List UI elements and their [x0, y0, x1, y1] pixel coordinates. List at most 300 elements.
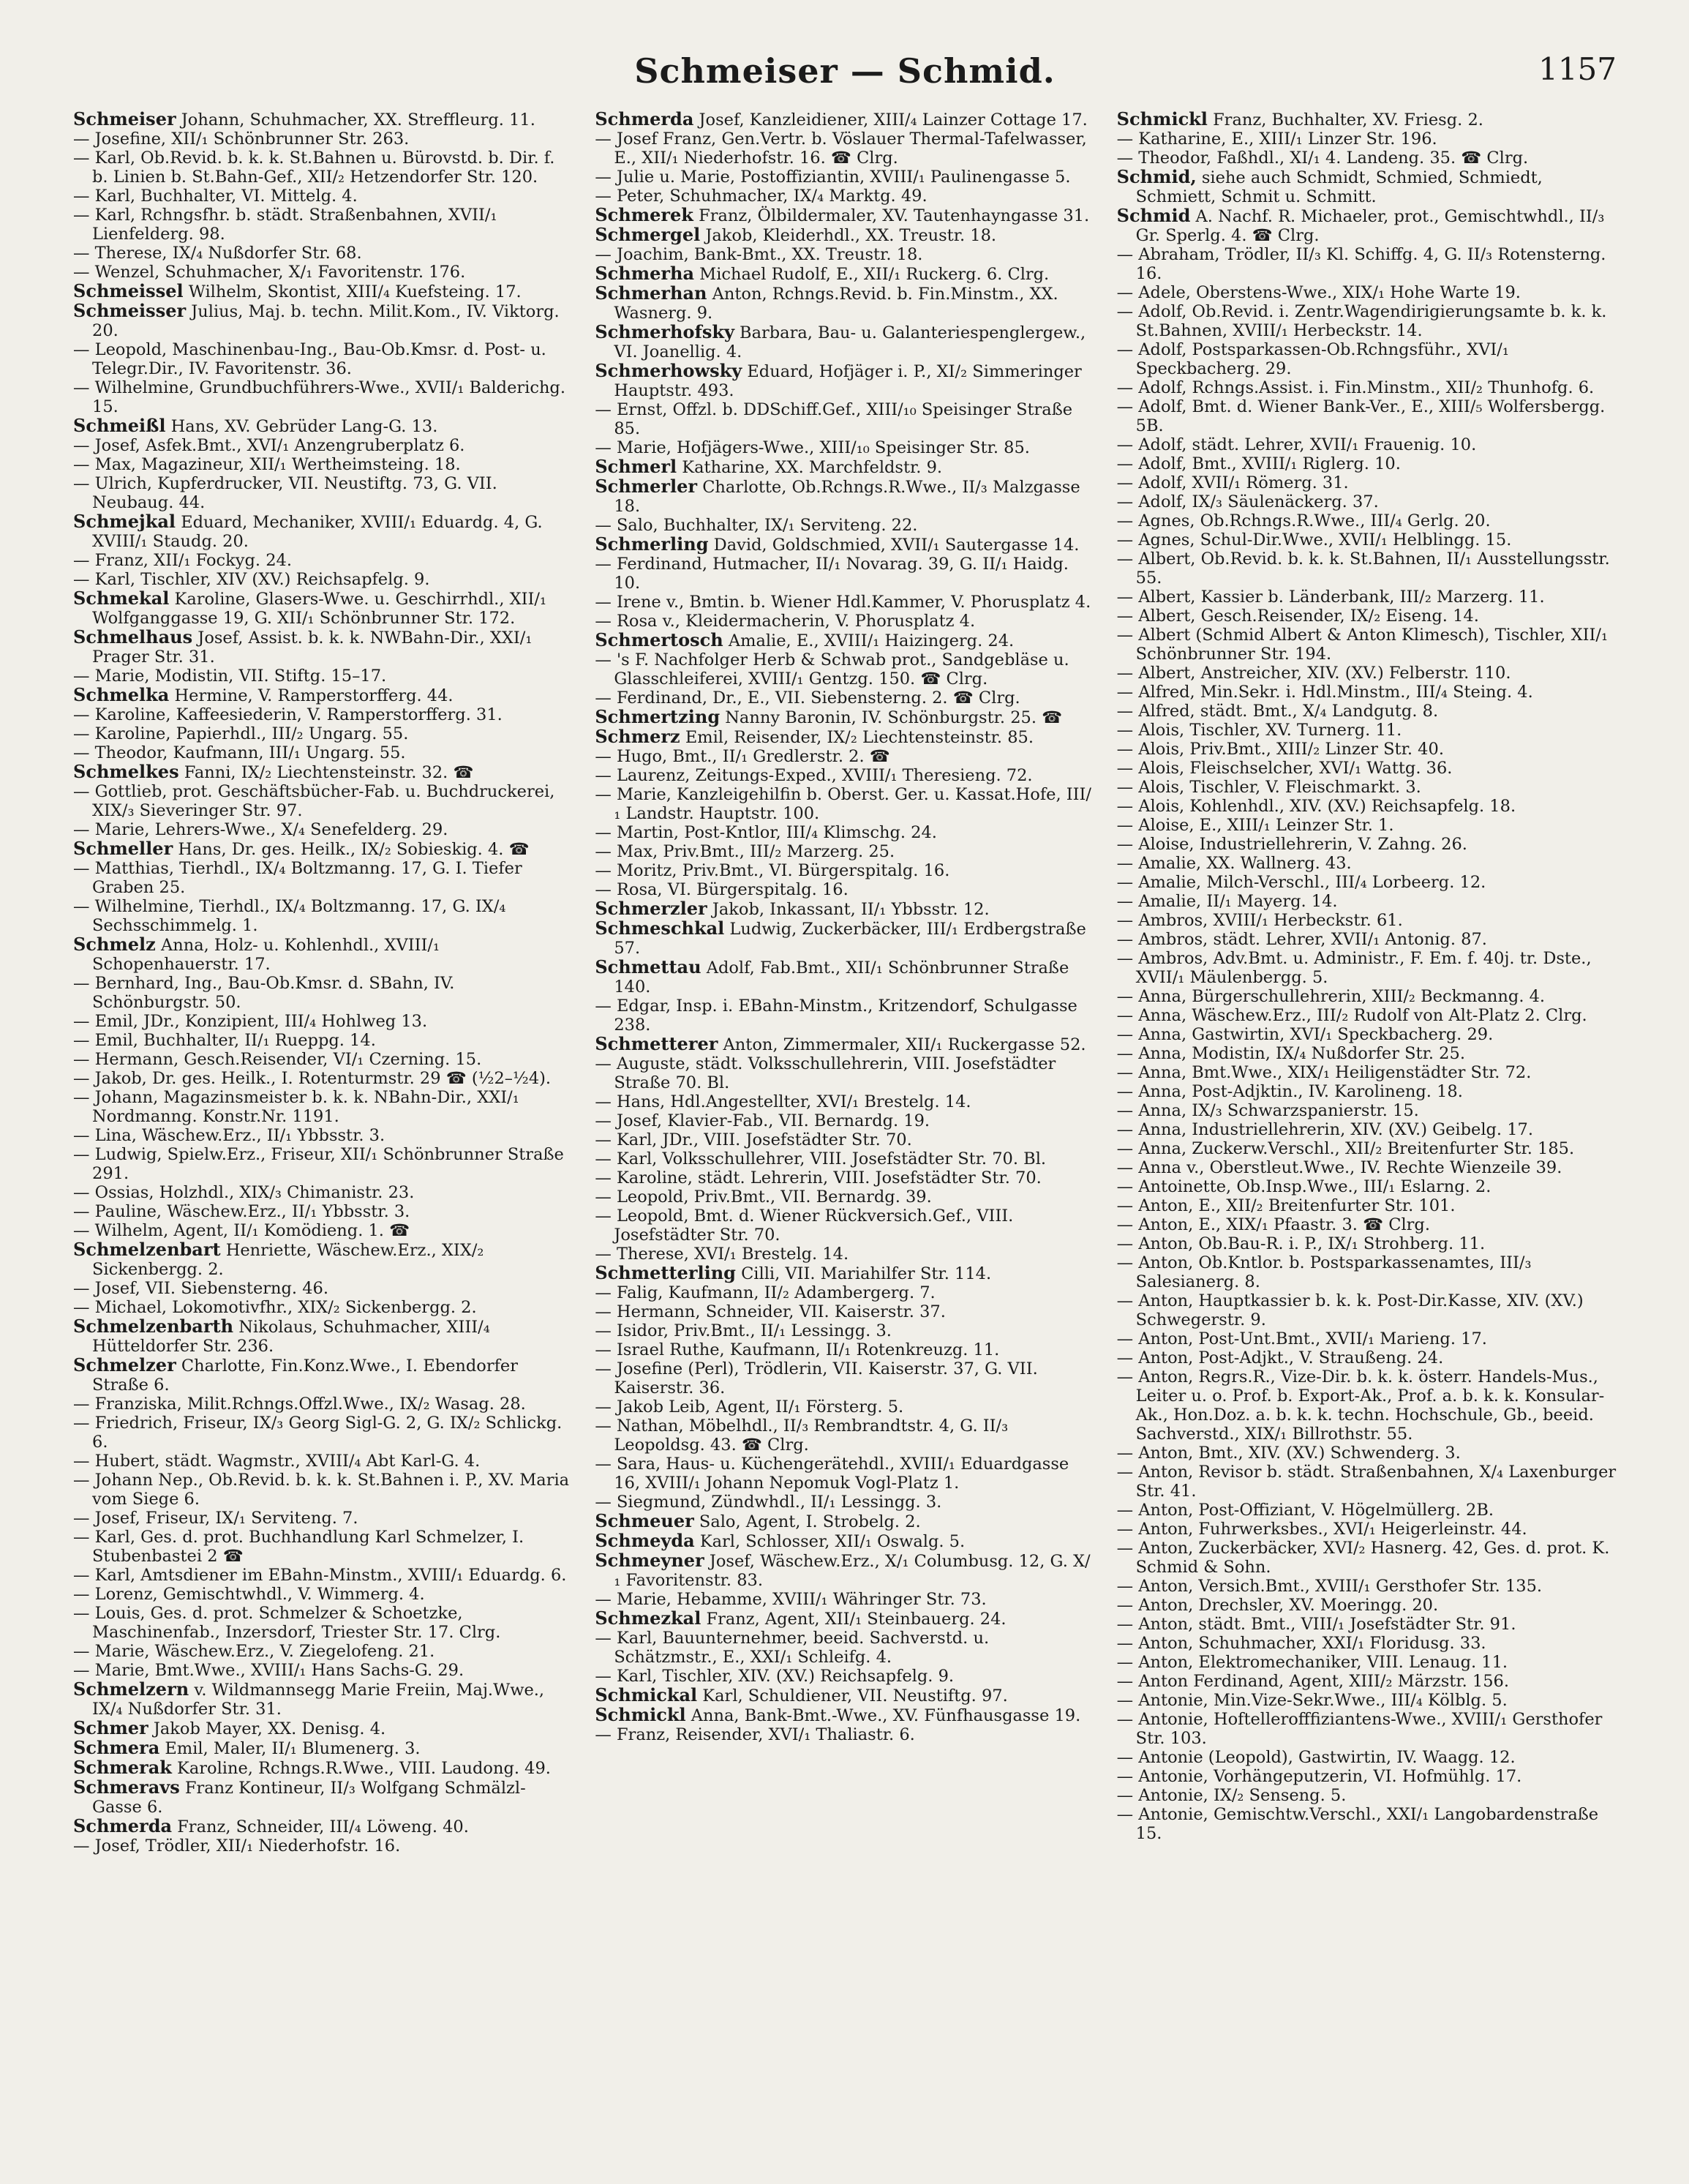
surname-heading: Schmid — [1116, 205, 1191, 226]
surname-heading: Schmerz — [595, 726, 680, 747]
surname-heading: Schmerhowsky — [595, 360, 742, 381]
entry-text: Franz, Ölbildermaler, XV. Tautenhayngasse 31. — [693, 206, 1090, 225]
entry-text: — Anton, Revisor b. städt. Straßenbahnen, X/₄ Laxenburger Str. 41. — [1116, 1463, 1617, 1501]
directory-entry — [595, 1551, 1094, 1590]
directory-entry — [595, 361, 1094, 400]
directory-entry — [595, 1531, 1094, 1551]
entry-text: — Adolf, Rchngs.Assist. i. Fin.Minstm., XII/₂ Thunhofg. 6. — [1116, 378, 1595, 397]
surname-heading: Schmettau — [595, 956, 701, 977]
directory-entry — [1117, 816, 1617, 835]
directory-entry — [1117, 664, 1617, 683]
directory-entry — [73, 1012, 573, 1031]
directory-entry — [1117, 778, 1617, 797]
entry-text: Josef, Assist. b. k. k. NWBahn-Dir., XXI/₁ Prager Str. 31. — [92, 628, 533, 667]
entry-text: — Siegmund, Zündwhdl., II/₁ Lessingg. 3. — [595, 1493, 942, 1512]
directory-entry — [595, 1207, 1094, 1245]
entry-text: — Adolf, IX/₃ Säulenäckerg. 37. — [1116, 492, 1379, 511]
directory-entry — [1117, 1367, 1617, 1444]
directory-entry — [1117, 1177, 1617, 1196]
directory-entry — [595, 400, 1094, 438]
entry-text: Anna, Holz- u. Kohlenhdl., XVIII/₁ Schopenhauerstr. 17. — [92, 936, 440, 974]
entry-text: — Josefine, XII/₁ Schönbrunner Str. 263. — [73, 130, 410, 149]
entry-text: Ludwig, Zuckerbäcker, III/₁ Erdbergstraße 57. — [614, 920, 1086, 958]
directory-entry — [1117, 1748, 1617, 1767]
entry-text: Barbara, Bau- u. Galanteriespenglergew., VI. Joanellig. 4. — [614, 323, 1086, 361]
entry-text: — Antonie, Gemischtw.Verschl., XXI/₁ Langobardenstraße 15. — [1116, 1805, 1599, 1843]
directory-entry — [1117, 397, 1617, 435]
entry-text: — Karl, Buchhalter, VI. Mittelg. 4. — [73, 187, 358, 206]
directory-entry — [73, 743, 573, 762]
directory-entry — [73, 282, 573, 301]
entry-text: v. Wildmannsegg Marie Freiin, Maj.Wwe., IX/₄ Nußdorfer Str. 31. — [92, 1681, 545, 1719]
directory-entry — [595, 1302, 1094, 1321]
entry-text: — Bernhard, Ing., Bau-Ob.Kmsr. d. SBahn, IV. Schönburgstr. 50. — [73, 974, 455, 1012]
entry-text: Franz, Schneider, III/₄ Löweng. 40. — [172, 1817, 469, 1836]
entry-text: Franz Kontineur, II/₃ Wolfgang Schmälzl-Gasse 6. — [92, 1779, 526, 1817]
surname-heading: Schmetterer — [595, 1033, 718, 1054]
entry-text: — Josefine (Perl), Trödlerin, VII. Kaiserstr. 37, G. VII. Kaiserstr. 36. — [595, 1359, 1038, 1397]
directory-entry — [73, 1642, 573, 1661]
surname-heading: Schmeiser — [73, 110, 176, 130]
directory-entry — [595, 785, 1094, 823]
entry-text: — Karl, Ob.Revid. b. k. k. St.Bahnen u. Bürovstd. b. Dir. f. b. Linien b. St.Bahn-Gef., XII/₂ Hetzendorfer Str. 120. — [73, 149, 555, 187]
entry-text: — Johann Nep., Ob.Revid. b. k. k. St.Bahnen i. P., XV. Maria vom Siege 6. — [73, 1471, 570, 1509]
entry-text: — Adolf, Postsparkassen-Ob.Rchngsführ., XVI/₁ Speckbacherg. 29. — [1116, 340, 1509, 378]
entry-text: — Jakob Leib, Agent, II/₁ Försterg. 5. — [595, 1397, 904, 1416]
surname-heading: Schmeyda — [595, 1530, 695, 1551]
entry-text: Jakob Mayer, XX. Denisg. 4. — [148, 1719, 386, 1738]
directory-entry — [1117, 1120, 1617, 1139]
directory-entry — [73, 897, 573, 935]
entry-text: Nikolaus, Schuhmacher, XIII/₄ Hütteldorfer Str. 236. — [92, 1318, 490, 1356]
directory-entry — [595, 1629, 1094, 1667]
directory-entry — [73, 378, 573, 416]
entry-text: — Anna, Bürgerschullehrerin, XIII/₂ Beckmanng. 4. — [1116, 987, 1546, 1006]
directory-entry — [73, 187, 573, 206]
entry-text: — Abraham, Trödler, II/₃ Kl. Schiffg. 4, G. II/₃ Rotensterng. 16. — [1116, 245, 1606, 283]
directory-entry — [1117, 987, 1617, 1006]
directory-entry — [595, 842, 1094, 861]
entry-text: — Josef, Trödler, XII/₁ Niederhofstr. 16. — [73, 1836, 401, 1855]
directory-entry — [595, 1512, 1094, 1531]
entry-text: — Marie, Hofjägers-Wwe., XIII/₁₀ Speisinger Str. 85. — [595, 438, 1030, 457]
entry-text: Karoline, Glasers-Wwe. u. Geschirrhdl., XII/₁ Wolfganggasse 19, G. XII/₁ Schönbrunner Str. 172. — [92, 590, 547, 628]
entry-text: — Anna, Post-Adjktin., IV. Karolineng. 18. — [1116, 1082, 1463, 1101]
surname-heading: Schmelz — [73, 934, 156, 955]
directory-entry — [1117, 1348, 1617, 1367]
directory-entry — [73, 1471, 573, 1509]
entry-text: — Max, Magazineur, XII/₁ Wertheimsteing. 18. — [73, 455, 461, 474]
entry-text: — Josef, Friseur, IX/₁ Serviteng. 7. — [73, 1509, 358, 1528]
directory-entry — [595, 1359, 1094, 1397]
entry-text: Hans, Dr. ges. Heilk., IX/₂ Sobieskig. 4. ☎ — [173, 840, 530, 859]
entry-text: — Ernst, Offzl. b. DDSchiff.Gef., XIII/₁₀ Speisinger Straße 85. — [595, 400, 1073, 438]
entry-text: Michael Rudolf, E., XII/₁ Ruckerg. 6. Clrg. — [694, 265, 1050, 284]
entry-text: — Karoline, städt. Lehrerin, VIII. Josefstädter Str. 70. — [595, 1168, 1042, 1187]
entry-text: — Albert, Ob.Revid. b. k. k. St.Bahnen, II/₁ Ausstellungsstr. 55. — [1116, 549, 1610, 588]
entry-text: — Irene v., Bmtin. b. Wiener Hdl.Kammer, V. Phorusplatz 4. — [595, 593, 1091, 612]
directory-entry — [1117, 511, 1617, 530]
entry-text: — Marie, Bmt.Wwe., XVIII/₁ Hans Sachs-G. 29. — [73, 1661, 464, 1680]
surname-heading: Schmelzer — [73, 1354, 176, 1376]
directory-entry — [595, 880, 1094, 899]
directory-entry — [1117, 549, 1617, 588]
directory-entry — [1117, 1710, 1617, 1748]
entry-text: — Aloise, E., XIII/₁ Leinzer Str. 1. — [1116, 816, 1394, 835]
directory-entry — [73, 1509, 573, 1528]
surname-heading: Schmelzenbarth — [73, 1316, 234, 1337]
entry-text: Emil, Maler, II/₁ Blumenerg. 3. — [159, 1739, 421, 1758]
entry-text: Fanni, IX/₂ Liechtensteinstr. 32. ☎ — [178, 763, 474, 782]
directory-entry — [595, 1264, 1094, 1283]
entry-text: — Joachim, Bank-Bmt., XX. Treustr. 18. — [595, 245, 923, 264]
entry-text: — Salo, Buchhalter, IX/₁ Serviteng. 22. — [595, 516, 918, 535]
surname-heading: Schmelzern — [73, 1678, 189, 1700]
surname-heading: Schmickl — [595, 1704, 686, 1725]
entry-text: — Alfred, städt. Bmt., X/₄ Landgutg. 8. — [1116, 702, 1439, 721]
directory-entry — [1117, 1158, 1617, 1177]
entry-text: — Adolf, Bmt., XVIII/₁ Riglerg. 10. — [1116, 454, 1401, 473]
surname-heading: Schmerler — [595, 476, 698, 497]
directory-entry — [595, 130, 1094, 168]
directory-entry — [1117, 1234, 1617, 1253]
directory-entry — [73, 974, 573, 1012]
entry-text: Wilhelm, Skontist, XIII/₄ Kuefsteing. 17. — [183, 282, 522, 301]
surname-heading: Schmerl — [595, 456, 677, 477]
entry-text: — Marie, Wäschew.Erz., V. Ziegelofeng. 21. — [73, 1642, 435, 1661]
directory-entry — [73, 762, 573, 782]
entry-text: — Ambros, XVIII/₁ Herbeckstr. 61. — [1116, 911, 1403, 930]
entry-text: — Franz, XII/₁ Fockyg. 24. — [73, 551, 292, 570]
entry-text: — Josef, Klavier-Fab., VII. Bernardg. 19. — [595, 1111, 930, 1130]
directory-entry — [73, 301, 573, 340]
directory-entry — [595, 1054, 1094, 1092]
directory-entry — [73, 1528, 573, 1566]
directory-entry — [595, 477, 1094, 516]
directory-entry — [595, 1416, 1094, 1455]
directory-entry — [73, 1126, 573, 1145]
entry-text: Eduard, Hofjäger i. P., XI/₂ Simmeringer Hauptstr. 493. — [614, 362, 1082, 400]
entry-text: — Anton Ferdinand, Agent, XIII/₂ Märzstr. 156. — [1116, 1672, 1510, 1691]
entry-text: — Agnes, Schul-Dir.Wwe., XVII/₁ Helblingg. 15. — [1116, 530, 1512, 549]
entry-text: — Anton, Bmt., XIV. (XV.) Schwenderg. 3. — [1116, 1444, 1461, 1463]
entry-text: — Edgar, Insp. i. EBahn-Minstm., Kritzendorf, Schulgasse 238. — [595, 997, 1077, 1035]
entry-text: — Anton, Post-Unt.Bmt., XVII/₁ Marieng. 17. — [1116, 1329, 1487, 1348]
entry-text: Johann, Schuhmacher, XX. Streffleurg. 11. — [176, 110, 535, 130]
entry-text: — Falig, Kaufmann, II/₂ Adambergerg. 7. — [595, 1283, 936, 1302]
surname-heading: Schmera — [73, 1737, 160, 1758]
directory-entry — [73, 1317, 573, 1356]
entry-text: — Anton, Ob.Bau-R. i. P., IX/₁ Strohberg. 11. — [1116, 1234, 1486, 1253]
directory-entry — [595, 747, 1094, 766]
directory-entry — [595, 1149, 1094, 1168]
directory-entry — [1117, 1291, 1617, 1329]
directory-entry — [73, 474, 573, 512]
surname-heading: Schmergel — [595, 224, 701, 245]
directory-entry — [73, 263, 573, 282]
entry-text: — Theodor, Kaufmann, III/₁ Ungarg. 55. — [73, 743, 406, 762]
entry-text: — Wilhelmine, Grundbuchführers-Wwe., XVII/₁ Balderichg. 15. — [73, 378, 565, 416]
entry-text: — Karl, Volksschullehrer, VIII. Josefstädter Str. 70. Bl. — [595, 1149, 1047, 1168]
directory-entry — [595, 1667, 1094, 1686]
entry-text: Anna, Bank-Bmt.-Wwe., XV. Fünfhausgasse 19. — [685, 1706, 1081, 1725]
directory-entry — [595, 1590, 1094, 1609]
directory-entry — [595, 1705, 1094, 1725]
entry-text: — Israel Ruthe, Kaufmann, II/₁ Rotenkreuzg. 11. — [595, 1340, 1000, 1359]
entry-text: — Hans, Hdl.Angestellter, XVI/₁ Brestelg. 14. — [595, 1092, 971, 1111]
directory-entry — [73, 1088, 573, 1126]
entry-text: — Karl, Tischler, XIV (XV.) Reichsapfelg. 9. — [73, 570, 430, 589]
directory-entry — [1117, 1063, 1617, 1082]
directory-entry — [595, 650, 1094, 688]
entry-text: — Agnes, Ob.Rchngs.R.Wwe., III/₄ Gerlg. 20. — [1116, 511, 1491, 530]
surname-heading: Schmerha — [595, 263, 695, 284]
directory-entry — [1117, 473, 1617, 492]
directory-entry — [1117, 854, 1617, 873]
directory-entry — [1117, 1653, 1617, 1672]
directory-entry — [1117, 1672, 1617, 1691]
entry-text: Anton, Zimmermaler, XII/₁ Ruckergasse 52. — [718, 1035, 1086, 1054]
directory-entry — [595, 245, 1094, 264]
entry-text: — Anton, Regrs.R., Vize-Dir. b. k. k. österr. Handels-Mus., Leiter u. o. Prof. b. Export-Ak., Prof. a. b. k. k. Konsular-Ak., Hon.Doz. a. b. k. k. techn. Hochschule, Gb., beeid. Sachverstd., XIX/₁ Billrothstr. 55. — [1116, 1367, 1605, 1444]
entry-text: — Anton, E., XIX/₁ Pfaastr. 3. ☎ Clrg. — [1116, 1215, 1430, 1234]
directory-entry — [595, 1111, 1094, 1130]
entry-text: — Anton, Post-Adjkt., V. Straußeng. 24. — [1116, 1348, 1444, 1367]
directory-entry — [595, 323, 1094, 361]
entry-text: — Adolf, XVII/₁ Römerg. 31. — [1116, 473, 1349, 492]
entry-text: — Anton, Zuckerbäcker, XVI/₂ Hasnerg. 42, Ges. d. prot. K. Schmid & Sohn. — [1116, 1539, 1610, 1577]
directory-entry — [595, 438, 1094, 457]
surname-heading: Schmelka — [73, 684, 170, 705]
entry-text: — Aloise, Industriellehrerin, V. Zahng. 26. — [1116, 835, 1467, 854]
entry-text: Eduard, Mechaniker, XVIII/₁ Eduardg. 4, G. XVIII/₁ Staudg. 20. — [92, 513, 543, 551]
directory-entry — [595, 110, 1094, 130]
surname-heading: Schmid, — [1116, 166, 1197, 187]
directory-entry — [1117, 1501, 1617, 1520]
directory-entry — [1117, 1082, 1617, 1101]
running-title: Schmeiser — Schmid. — [634, 51, 1056, 91]
entry-text: — Wilhelm, Agent, II/₁ Komödieng. 1. ☎ — [73, 1221, 410, 1240]
surname-heading: Schmeuer — [595, 1510, 694, 1531]
surname-heading: Schmerhan — [595, 282, 707, 304]
page-number: 1157 — [1538, 51, 1617, 87]
surname-heading: Schmeravs — [73, 1776, 180, 1798]
directory-entry — [1117, 130, 1617, 149]
entry-text: — Marie, Kanzleigehilfin b. Oberst. Ger. u. Kassat.Hofe, III/₁ Landstr. Hauptstr. 100. — [595, 785, 1092, 823]
directory-entry — [1117, 873, 1617, 892]
directory-entry — [73, 1778, 573, 1817]
directory-entry — [73, 1240, 573, 1279]
directory-entry — [595, 284, 1094, 323]
directory-entry — [73, 1414, 573, 1452]
entry-text: Franz, Agent, XII/₁ Steinbauerg. 24. — [701, 1610, 1007, 1629]
directory-entry — [73, 724, 573, 743]
directory-entry — [1117, 1215, 1617, 1234]
directory-entry — [73, 570, 573, 589]
directory-entry — [73, 110, 573, 130]
entry-text: — Ferdinand, Dr., E., VII. Siebensterng. 2. ☎ Clrg. — [595, 688, 1020, 708]
directory-entry — [73, 1566, 573, 1585]
entry-text: — Hubert, städt. Wagmstr., XVIII/₄ Abt Karl-G. 4. — [73, 1452, 481, 1471]
entry-text: — Karl, JDr., VIII. Josefstädter Str. 70. — [595, 1130, 912, 1149]
directory-entry — [73, 1279, 573, 1298]
entry-text: — Anna, Wäschew.Erz., III/₂ Rudolf von Alt-Platz 2. Clrg. — [1116, 1006, 1587, 1025]
directory-entry — [73, 1680, 573, 1719]
directory-entry — [73, 1356, 573, 1395]
directory-entry — [1117, 435, 1617, 454]
directory-entry — [1117, 949, 1617, 987]
entry-text: — Karl, Rchngsfhr. b. städt. Straßenbahnen, XVII/₁ Lienfelderg. 98. — [73, 206, 497, 244]
directory-entry — [1117, 892, 1617, 911]
entry-text: — Adolf, städt. Lehrer, XVII/₁ Frauenig. 10. — [1116, 435, 1477, 454]
entry-text: Amalie, E., XVIII/₁ Haizingerg. 24. — [723, 631, 1015, 650]
directory-entry — [595, 1187, 1094, 1207]
entry-text: Nanny Baronin, IV. Schönburgstr. 25. ☎ — [720, 708, 1063, 727]
directory-entry — [73, 1719, 573, 1738]
directory-entry — [73, 1202, 573, 1221]
entry-text: — Ludwig, Spielw.Erz., Friseur, XII/₁ Schönbrunner Straße 291. — [73, 1145, 564, 1183]
entry-text: — Alfred, Min.Sekr. i. Hdl.Minstm., III/₄ Steing. 4. — [1116, 683, 1533, 702]
directory-entry — [595, 206, 1094, 225]
surname-heading: Schmeller — [73, 838, 173, 859]
directory-entry — [1117, 1006, 1617, 1025]
entry-text: — Leopold, Maschinenbau-Ing., Bau-Ob.Kmsr. d. Post- u. Telegr.Dir., IV. Favoritenstr. 36. — [73, 340, 546, 378]
directory-entry — [1117, 626, 1617, 664]
entry-text: — Hermann, Schneider, VII. Kaiserstr. 37. — [595, 1302, 946, 1321]
directory-entry — [73, 149, 573, 187]
entry-text: — Karoline, Papierhdl., III/₂ Ungarg. 55. — [73, 724, 409, 743]
directory-entry — [73, 1836, 573, 1855]
surname-heading: Schmeisser — [73, 300, 187, 321]
directory-entry — [1117, 1101, 1617, 1120]
directory-entry — [1117, 1463, 1617, 1501]
entry-text: — Anna, Industriellehrerin, XIV. (XV.) Geibelg. 17. — [1116, 1120, 1534, 1139]
directory-entry — [1117, 588, 1617, 607]
entry-text: — Moritz, Priv.Bmt., VI. Bürgerspitalg. 16. — [595, 861, 950, 880]
entry-text: — Karl, Bauunternehmer, beeid. Sachverstd. u. Schätzmstr., E., XXI/₁ Schleifg. 4. — [595, 1629, 990, 1667]
page-header — [73, 51, 1617, 102]
directory-entry — [1117, 1025, 1617, 1044]
entry-text: — Anton, Schuhmacher, XXI/₁ Floridusg. 33. — [1116, 1634, 1486, 1653]
entry-text: — Johann, Magazinsmeister b. k. k. NBahn-Dir., XXI/₁ Nordmanng. Konstr.Nr. 1191. — [73, 1088, 519, 1126]
entry-text: — Wilhelmine, Tierhdl., IX/₄ Boltzmanng. 17, G. IX/₄ Sechsschimmelg. 1. — [73, 897, 506, 935]
entry-text: Cilli, VII. Mariahilfer Str. 114. — [735, 1264, 992, 1283]
directory-entry — [595, 1455, 1094, 1493]
directory-entry — [595, 1397, 1094, 1416]
entry-text: — Hugo, Bmt., II/₁ Gredlerstr. 2. ☎ — [595, 747, 890, 766]
directory-entry — [73, 1758, 573, 1778]
directory-entry — [1117, 721, 1617, 740]
entry-text: — Matthias, Tierhdl., IX/₄ Boltzmanng. 17, G. I. Tiefer Graben 25. — [73, 859, 522, 897]
entry-text: — Ossias, Holzhdl., XIX/₃ Chimanistr. 23. — [73, 1183, 415, 1202]
directory-entry — [1117, 1596, 1617, 1615]
entry-text: — Albert (Schmid Albert & Anton Klimesch), Tischler, XII/₁ Schönbrunner Str. 194. — [1116, 626, 1608, 664]
entry-text: — Pauline, Wäschew.Erz., II/₁ Ybbsstr. 3. — [73, 1202, 410, 1221]
directory-entry — [595, 555, 1094, 593]
entry-text: — Anna, Modistin, IX/₄ Nußdorfer Str. 25. — [1116, 1044, 1465, 1063]
directory-entry — [1117, 1786, 1617, 1805]
directory-entry — [1117, 283, 1617, 302]
directory-entry — [595, 899, 1094, 919]
entry-text: — Therese, IX/₄ Nußdorfer Str. 68. — [73, 244, 362, 263]
entry-text: — Josef, VII. Siebensterng. 46. — [73, 1279, 329, 1298]
entry-text: — Alois, Tischler, V. Fleischmarkt. 3. — [1116, 778, 1421, 797]
directory-entry — [1117, 1539, 1617, 1577]
directory-entry — [1117, 702, 1617, 721]
entry-text: — Ambros, städt. Lehrer, XVII/₁ Antonig. 87. — [1116, 930, 1487, 949]
directory-entry — [1117, 911, 1617, 930]
surname-heading: Schmickal — [595, 1684, 698, 1705]
directory-entry — [1117, 149, 1617, 168]
entry-text: — Anton, Ob.Kntlor. b. Postsparkassenamtes, III/₃ Salesianerg. 8. — [1116, 1253, 1532, 1291]
entry-text: — Martin, Post-Kntlor, III/₄ Klimschg. 24. — [595, 823, 937, 842]
directory-entry — [595, 1283, 1094, 1302]
column-2 — [595, 110, 1094, 2158]
entry-text: Karl, Schlosser, XII/₁ Oswalg. 5. — [694, 1532, 966, 1551]
directory-entry — [73, 1183, 573, 1202]
entry-text: — Ulrich, Kupferdrucker, VII. Neustiftg. 73, G. VII. Neubaug. 44. — [73, 474, 497, 512]
entry-text: Salo, Agent, I. Strobelg. 2. — [693, 1512, 921, 1531]
entry-text: — Josef, Asfek.Bmt., XVI/₁ Anzengruberplatz 6. — [73, 436, 465, 455]
directory-entry — [73, 1585, 573, 1604]
directory-entry — [595, 688, 1094, 708]
entry-text: — Anton, Drechsler, XV. Moeringg. 20. — [1116, 1596, 1439, 1615]
entry-text: A. Nachf. R. Michaeler, prot., Gemischtwhdl., II/₃ Gr. Sperlg. 4. ☎ Clrg. — [1135, 207, 1605, 245]
directory-entry — [1117, 340, 1617, 378]
directory-entry — [73, 935, 573, 974]
surname-heading: Schmeyner — [595, 1550, 704, 1571]
directory-entry — [1117, 930, 1617, 949]
surname-heading: Schmerek — [595, 204, 693, 225]
entry-text: — Antoinette, Ob.Insp.Wwe., III/₁ Eslarng. 2. — [1116, 1177, 1491, 1196]
directory-entry — [73, 686, 573, 705]
entry-text: — Peter, Schuhmacher, IX/₄ Marktg. 49. — [595, 187, 928, 206]
directory-entry — [73, 1031, 573, 1050]
directory-entry — [73, 206, 573, 244]
entry-text: — Anna, Bmt.Wwe., XIX/₁ Heiligenstädter Str. 72. — [1116, 1063, 1532, 1082]
directory-entry — [73, 436, 573, 455]
surname-heading: Schmetterling — [595, 1262, 736, 1283]
entry-text: — Nathan, Möbelhdl., II/₃ Rembrandtstr. 4, G. II/₃ Leopoldsg. 43. ☎ Clrg. — [595, 1416, 1009, 1455]
entry-text: — Katharine, E., XIII/₁ Linzer Str. 196. — [1116, 130, 1437, 149]
directory-entry — [1117, 1196, 1617, 1215]
entry-text: Anton, Rchngs.Revid. b. Fin.Minstm., XX. Wasnerg. 9. — [614, 285, 1058, 323]
directory-entry — [1117, 740, 1617, 759]
directory-entry — [595, 1168, 1094, 1187]
entry-text: — Julie u. Marie, Postoffiziantin, XVIII/₁ Paulinengasse 5. — [595, 168, 1071, 187]
directory-entry — [1117, 302, 1617, 340]
entry-text: Emil, Reisender, IX/₂ Liechtensteinstr. 85. — [680, 728, 1034, 747]
surname-heading: Schmer — [73, 1717, 148, 1738]
entry-text: Henriette, Wäschew.Erz., XIX/₂ Sickenbergg. 2. — [92, 1241, 484, 1279]
entry-text: — Jakob, Dr. ges. Heilk., I. Rotenturmstr. 29 ☎ (½2–½4). — [73, 1069, 552, 1088]
directory-entry — [1117, 454, 1617, 473]
entry-text: — Antonie (Leopold), Gastwirtin, IV. Waagg. 12. — [1116, 1748, 1516, 1767]
entry-text: — Franziska, Milit.Rchngs.Offzl.Wwe., IX/₂ Wasag. 28. — [73, 1395, 526, 1414]
entry-text: — Anton, Hauptkassier b. k. k. Post-Dir.Kasse, XIV. (XV.) Schwegerstr. 9. — [1116, 1291, 1584, 1329]
entry-text: — Friedrich, Friseur, IX/₃ Georg Sigl-G. 2, G. IX/₂ Schlickg. 6. — [73, 1414, 563, 1452]
directory-entry — [595, 631, 1094, 650]
directory-entry — [1117, 1253, 1617, 1291]
directory-entry — [1117, 683, 1617, 702]
surname-heading: Schmerzler — [595, 898, 707, 919]
directory-entry — [595, 958, 1094, 997]
directory-entry — [595, 612, 1094, 631]
entry-text: Hermine, V. Ramperstorfferg. 44. — [169, 686, 454, 705]
entry-text: siehe auch Schmidt, Schmied, Schmiedt, Schmiett, Schmit u. Schmitt. — [1135, 168, 1543, 206]
entry-text: — 's F. Nachfolger Herb & Schwab prot., Sandgebläse u. Glasschleiferei, XVIII/₁ Gentzg. 150. ☎ Clrg. — [595, 650, 1069, 688]
entry-text: — Therese, XVI/₁ Brestelg. 14. — [595, 1245, 849, 1264]
